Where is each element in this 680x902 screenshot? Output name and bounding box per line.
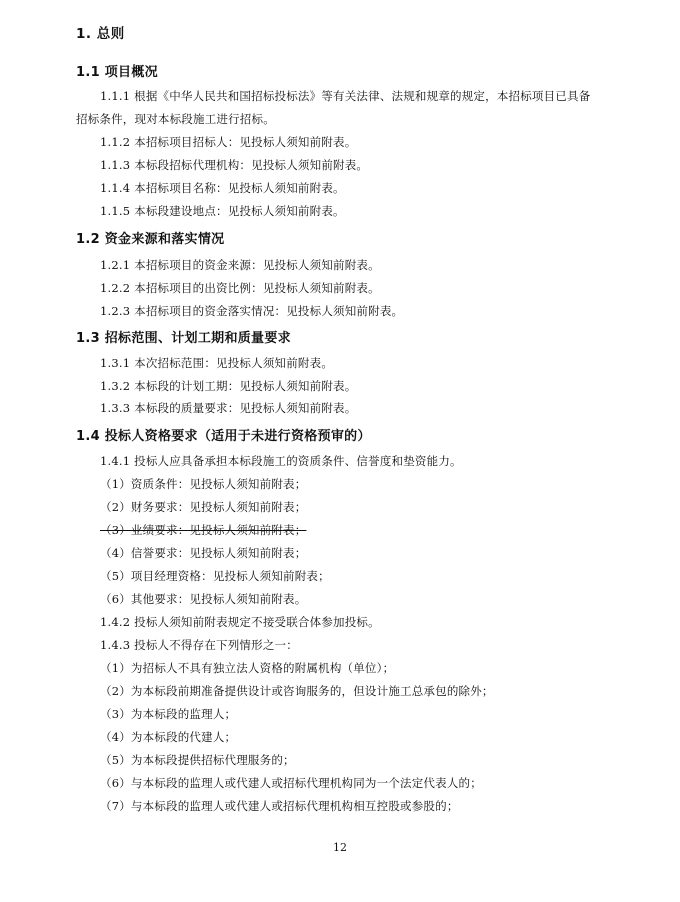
condition-item-5: （5）为本标段提供招标代理服务的； [100,753,295,767]
paragraph-1-2-2: 1.2.2 本招标项目的出资比例：见投标人须知前附表。 [100,281,380,295]
paragraph-1-3-2: 1.3.2 本标段的计划工期：见投标人须知前附表。 [100,379,357,393]
paragraph-1-1-2: 1.1.2 本招标项目招标人：见投标人须知前附表。 [100,135,357,149]
condition-item-1: （1）为招标人不具有独立法人资格的附属机构（单位）； [100,661,395,675]
requirement-item-2: （2）财务要求：见投标人须知前附表； [100,500,307,514]
paragraph-1-1-1: 1.1.1 根据《中华人民共和国招标投标法》等有关法律、法规和规章的规定，本招标项目已具备 [100,89,591,103]
section-heading-1-2: 1.2 资金来源和落实情况 [76,232,225,247]
condition-item-2: （2）为本标段前期准备提供设计或咨询服务的，但设计施工总承包的除外； [100,684,494,698]
section-heading-1-1: 1.1 项目概况 [76,65,158,80]
condition-item-7: （7）与本标段的监理人或代建人或招标代理机构相互控股或参股的； [100,799,459,813]
paragraph-1-4-2: 1.4.2 投标人须知前附表规定不接受联合体参加投标。 [100,615,380,629]
paragraph-1-2-1: 1.2.1 本招标项目的资金来源：见投标人须知前附表。 [100,258,380,272]
paragraph-1-2-3: 1.2.3 本招标项目的资金落实情况：见投标人须知前附表。 [100,304,404,318]
chapter-heading: 1. 总则 [76,26,125,42]
section-heading-1-4: 1.4 投标人资格要求（适用于未进行资格预审的） [76,429,371,444]
paragraph-1-4-3: 1.4.3 投标人不得存在下列情形之一： [100,638,298,652]
condition-item-4: （4）为本标段的代建人； [100,730,237,744]
paragraph-1-1-3: 1.1.3 本标段招标代理机构：见投标人须知前附表。 [100,158,369,172]
section-heading-1-3: 1.3 招标范围、计划工期和质量要求 [76,331,291,346]
requirement-item-1: （1）资质条件：见投标人须知前附表； [100,477,307,491]
paragraph-1-1-4: 1.1.4 本招标项目名称：见投标人须知前附表。 [100,181,345,195]
page-number: 12 [333,841,347,854]
condition-item-6: （6）与本标段的监理人或代建人或招标代理机构同为一个法定代表人的； [100,776,482,790]
condition-item-3: （3）为本标段的监理人； [100,707,237,721]
paragraph-1-3-1: 1.3.1 本次招标范围：见投标人须知前附表。 [100,356,334,370]
paragraph-1-3-3: 1.3.3 本标段的质量要求：见投标人须知前附表。 [100,401,357,415]
paragraph-1-4-1: 1.4.1 投标人应具备承担本标段施工的资质条件、信誉度和垫资能力。 [100,454,462,468]
requirement-item-6: （6）其他要求：见投标人须知前附表。 [100,592,307,606]
requirement-item-5: （5）项目经理资格：见投标人须知前附表； [100,569,330,583]
requirement-item-4: （4）信誉要求：见投标人须知前附表； [100,546,307,560]
requirement-item-3-struck: （3）业绩要求：见投标人须知前附表； [100,523,307,537]
paragraph-1-1-5: 1.1.5 本标段建设地点：见投标人须知前附表。 [100,204,345,218]
paragraph-1-1-1-cont: 招标条件，现对本标段施工进行招标。 [76,112,275,126]
